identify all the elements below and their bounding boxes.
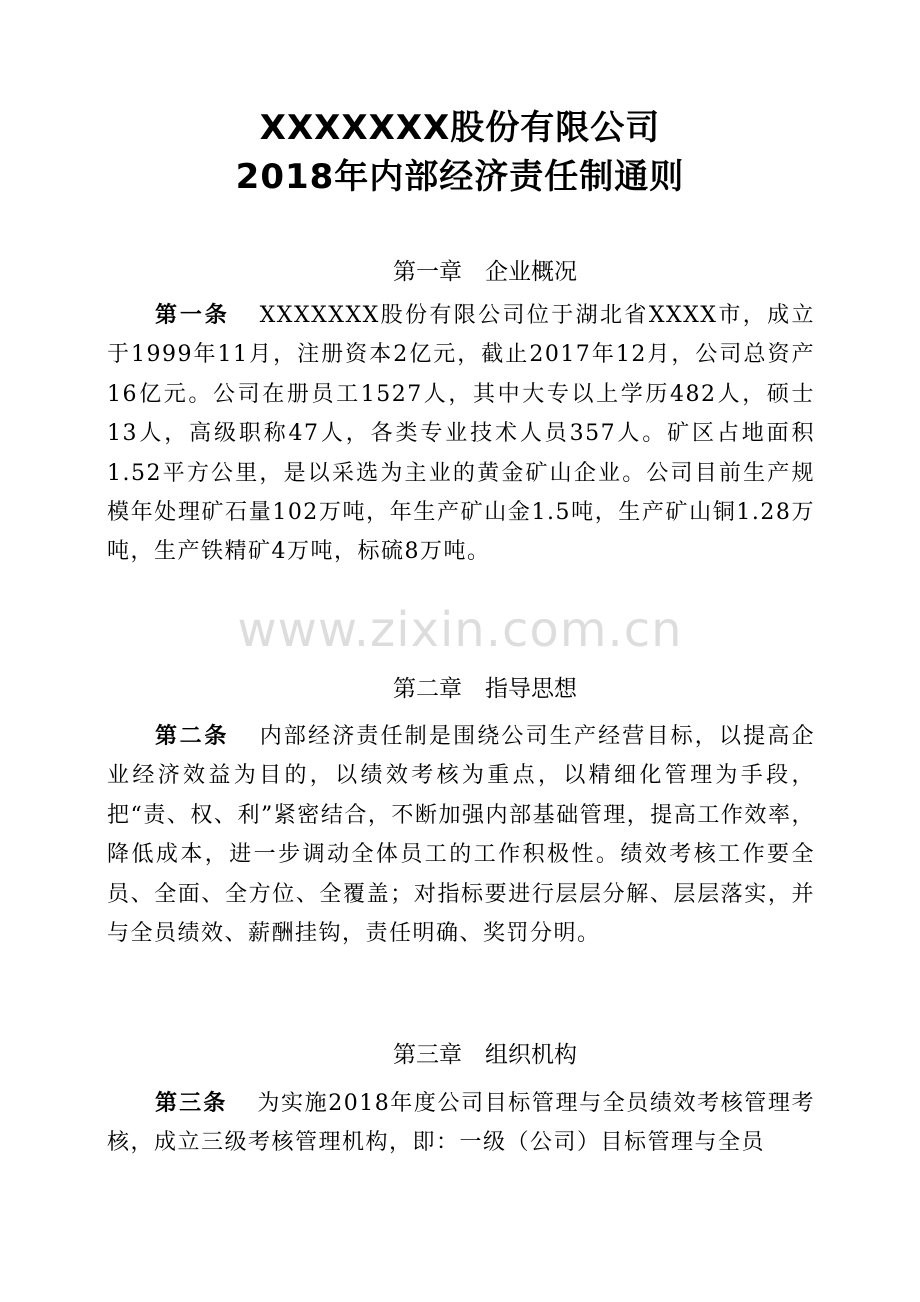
document-title-line-1: XXXXXXX股份有限公司 bbox=[259, 108, 661, 148]
article-3-text: 为实施2018年度公司目标管理与全员绩效考核管理考核，成立三级考核管理机构，即：一级（公司）目标管理与全员 bbox=[107, 1091, 815, 1156]
article-3 bbox=[107, 1084, 815, 1163]
article-1-label: 第一条 bbox=[155, 303, 230, 328]
document-title-line-2: 2018年内部经济责任制通则 bbox=[235, 157, 685, 197]
article-2-label: 第二条 bbox=[155, 724, 230, 749]
article-1-text: XXXXXXX股份有限公司位于湖北省XXXX市，成立于1999年11月，注册资本2亿元，截止2017年12月，公司总资产16亿元。公司在册员工1527人，其中大专以上学历482人，硕士13人，高级职称47人，各类专业技术人员357人。矿区占地面积1.52平方公里，是以采选为主业的黄金矿山企业。公司目前生产规模年处理矿石量102万吨，年生产矿山金1.5吨，生产矿山铜1.28万吨，生产铁精矿4万吨，标硫8万吨。 bbox=[107, 303, 815, 565]
chapter-2-heading: 第二章 指导思想 bbox=[393, 676, 577, 702]
article-3-label: 第三条 bbox=[155, 1091, 228, 1116]
article-1 bbox=[107, 296, 815, 572]
article-2 bbox=[107, 717, 815, 953]
watermark-text: www.zixin.com.cn bbox=[237, 602, 683, 658]
article-2-text: 内部经济责任制是围绕公司生产经营目标，以提高企业经济效益为目的，以绩效考核为重点，以精细化管理为手段，把“责、权、利”紧密结合，不断加强内部基础管理，提高工作效率，降低成本，进一步调动全体员工的工作积极性。绩效考核工作要全员、全面、全方位、全覆盖；对指标要进行层层分解、层层落实，并与全员绩效、薪酬挂钩，责任明确、奖罚分明。 bbox=[107, 724, 815, 947]
chapter-1-heading: 第一章 企业概况 bbox=[393, 259, 577, 285]
chapter-3-heading: 第三章 组织机构 bbox=[393, 1042, 577, 1068]
